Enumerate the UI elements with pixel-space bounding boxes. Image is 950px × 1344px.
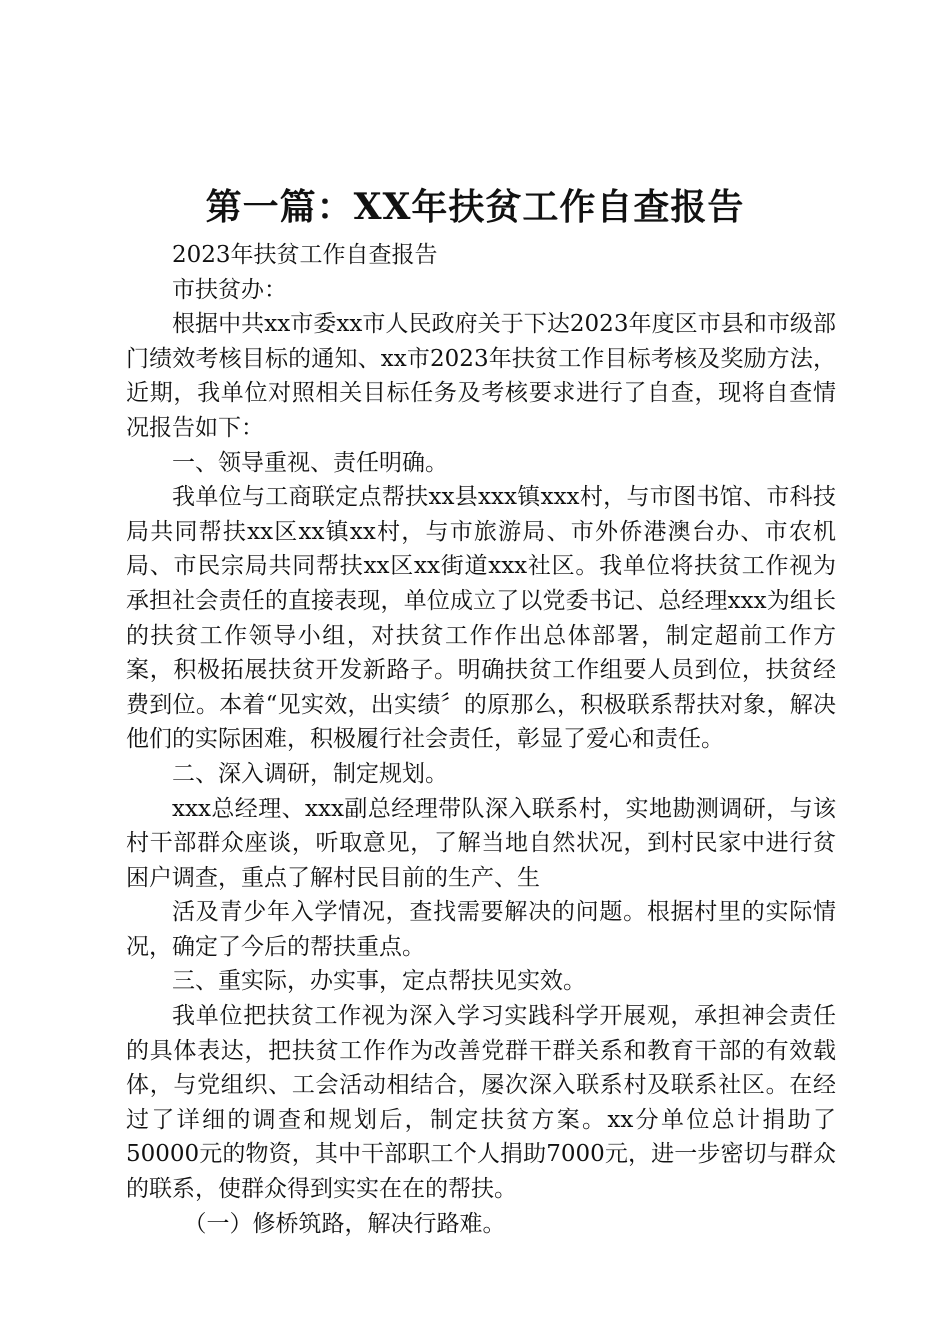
paragraph-addressee: 市扶贫办： [172, 276, 287, 303]
paragraph-intro: 根据中共xx市委xx市人民政府关于下达2023年度区市县和市级部门绩效考核目标的通知、xx市2023年扶贫工作目标考核及奖励方法，近期，我单位对照相关目标任务及考核要求进行了自查，现将自查情况报告如下： [126, 311, 836, 441]
paragraph-section-2b: 活及青少年入学情况，查找需要解决的问题。根据村里的实际情况，确定了今后的帮扶重点。 [126, 899, 836, 960]
subsection-heading-1: （一）修桥筑路，解决行路难。 [183, 1210, 506, 1237]
section-heading-3: 三、重实际，办实事，定点帮扶见实效。 [172, 968, 586, 995]
section-heading-1: 一、领导重视、责任明确。 [172, 449, 448, 476]
paragraph-section-2a: xxx总经理、xxx副总经理带队深入联系村，实地勘测调研，与该村干部群众座谈，听取意见，了解当地自然状况，到村民家中进行贫困户调查，重点了解村民目前的生产、生 [126, 795, 836, 891]
document-body [126, 238, 836, 1241]
paragraph-section-1: 我单位与工商联定点帮扶xx县xxx镇xxx村，与市图书馆、市科技局共同帮扶xx区xx镇xx村，与市旅游局、市外侨港澳台办、市农机局、市民宗局共同帮扶xx区xx街道xxx社区。我单位将扶贫工作视为承担社会责任的直接表现，单位成立了以党委书记、总经理xxx为组长的扶贫工作领导小组，对扶贫工作作出总体部署，制定超前工作方案，积极拓展扶贫开发新路子。明确扶贫工作组要人员到位，扶贫经费到位。本着“见实效，出实绩〞的原那么，积极联系帮扶对象，解决他们的实际困难，积极履行社会责任，彰显了爱心和责任。 [126, 484, 836, 753]
paragraph-report-heading: 2023年扶贫工作自查报告 [172, 242, 438, 268]
document-title: 第一篇：XX年扶贫工作自查报告 [205, 186, 745, 228]
section-heading-2: 二、深入调研，制定规划。 [172, 760, 448, 787]
paragraph-section-3: 我单位把扶贫工作视为深入学习实践科学开展观，承担神会责任的具体表达，把扶贫工作作为改善党群干群关系和教育干部的有效载体，与党组织、工会活动相结合，屡次深入联系村及联系社区。在经过了详细的调查和规划后，制定扶贫方案。xx分单位总计捐助了50000元的物资，其中干部职工个人捐助7000元，进一步密切与群众的联系，使群众得到实实在在的帮扶。 [126, 1003, 836, 1203]
